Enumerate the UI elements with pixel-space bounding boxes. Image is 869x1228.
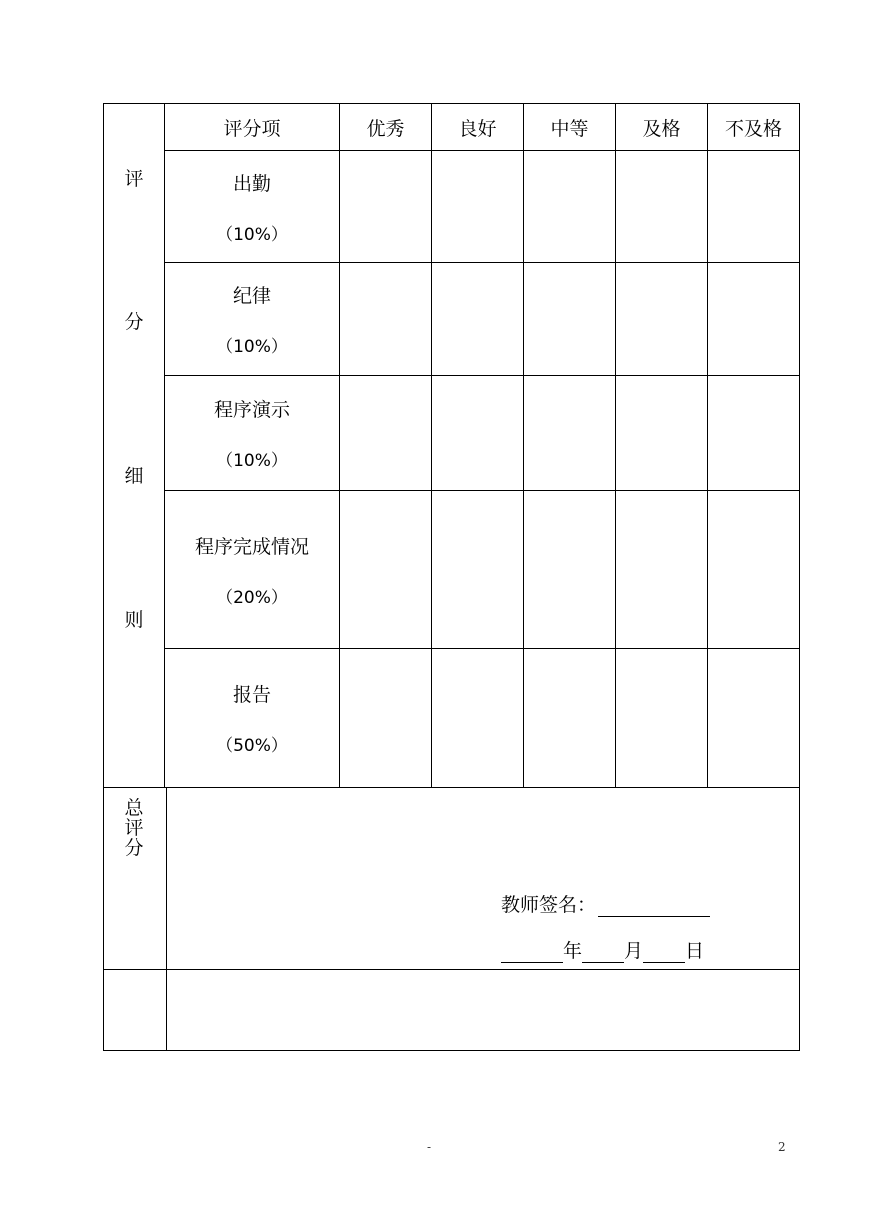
column-divider xyxy=(339,103,340,788)
column-divider xyxy=(523,103,524,788)
item-completion xyxy=(165,491,339,648)
item-weight: （10%） xyxy=(216,451,288,471)
item-report xyxy=(165,649,339,787)
signature-date xyxy=(501,936,704,963)
footer-center-mark: - xyxy=(427,1140,432,1154)
sidebar-label-char: 则 xyxy=(124,609,144,631)
table-border-left xyxy=(103,103,104,1051)
item-weight: （10%） xyxy=(216,224,288,245)
total-label-char: 分 xyxy=(124,837,144,859)
year-blank[interactable] xyxy=(501,942,563,963)
header-grade-fail: 不及格 xyxy=(724,117,782,140)
column-divider xyxy=(615,103,616,788)
header-grade-good: 良好 xyxy=(458,117,497,140)
section-divider xyxy=(103,787,800,788)
sidebar-label-char: 分 xyxy=(124,311,144,333)
item-weight: （50%） xyxy=(216,736,288,756)
signature-blank[interactable] xyxy=(598,896,710,917)
item-name: 出勤 xyxy=(232,172,271,195)
table-border-right xyxy=(799,103,800,1051)
table-border-bottom xyxy=(103,1050,800,1051)
teacher-signature xyxy=(501,890,710,917)
item-name: 程序演示 xyxy=(213,399,290,421)
column-divider xyxy=(431,103,432,788)
item-name: 报告 xyxy=(232,684,271,706)
sidebar-label-char: 评 xyxy=(124,168,144,190)
item-name: 程序完成情况 xyxy=(194,535,309,558)
signature-label: 教师签名： xyxy=(501,894,597,916)
item-name: 纪律 xyxy=(232,285,271,307)
header-grade-pass: 及格 xyxy=(642,117,681,140)
header-grade-excellent: 优秀 xyxy=(366,117,405,140)
item-attendance xyxy=(165,151,339,262)
column-divider xyxy=(707,103,708,788)
total-label-char: 总 xyxy=(124,797,144,819)
item-weight: （10%） xyxy=(216,337,288,357)
year-label: 年 xyxy=(563,940,583,962)
page-number: 2 xyxy=(778,1140,786,1154)
month-label: 月 xyxy=(624,940,644,962)
day-blank[interactable] xyxy=(643,942,685,963)
item-demo xyxy=(165,376,339,490)
section-divider xyxy=(103,969,800,970)
item-weight: （20%） xyxy=(216,587,288,608)
sidebar-label-char: 细 xyxy=(124,465,144,487)
total-score-label xyxy=(103,798,165,858)
total-label-char: 评 xyxy=(124,817,144,839)
item-discipline xyxy=(165,263,339,375)
header-item-label: 评分项 xyxy=(223,117,281,140)
header-grade-medium: 中等 xyxy=(550,117,589,140)
day-label: 日 xyxy=(685,940,705,962)
label-column-divider xyxy=(166,787,167,1051)
month-blank[interactable] xyxy=(582,942,624,963)
